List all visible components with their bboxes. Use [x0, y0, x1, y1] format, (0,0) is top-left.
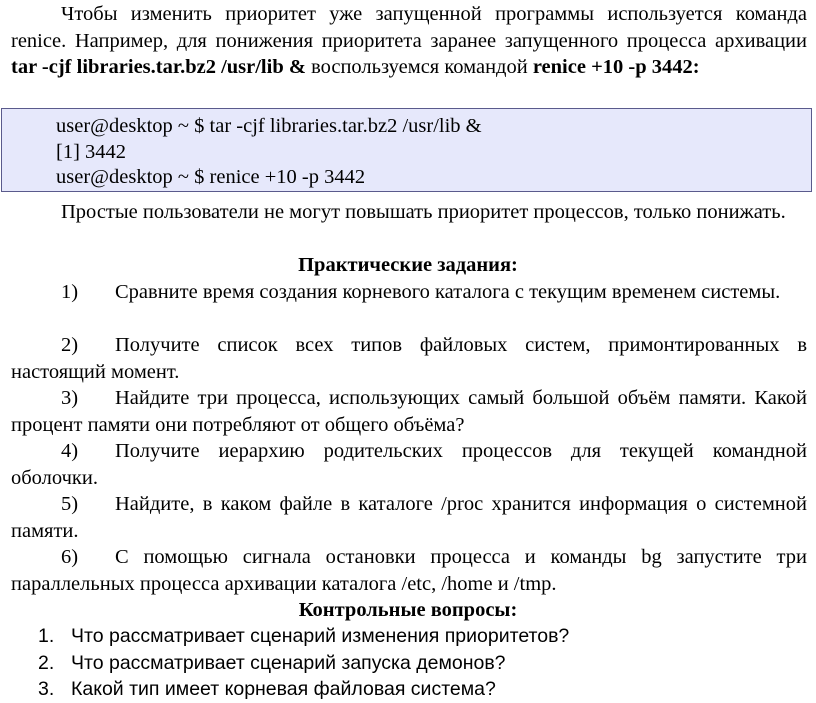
task-number: 5)	[61, 493, 79, 515]
task-number: 1)	[61, 281, 79, 303]
question-text: Что рассматривает сценарий запуска демонов?	[71, 652, 506, 674]
code-line-2: [1] 3442	[56, 141, 127, 163]
question-text: Что рассматривает сценарий изменения приоритетов?	[71, 625, 570, 647]
task-text: С помощью сигнала остановки процесса и команды bg запустите три параллельных процесса архивации каталога /etc, /home и /tmp.	[11, 546, 807, 595]
question-number: 3.	[38, 678, 55, 700]
task-item	[11, 332, 807, 385]
note-paragraph: Простые пользователи не могут повышать приоритет процессов, только понижать.	[61, 201, 786, 223]
task-item	[11, 544, 807, 597]
question-text: Какой тип имеет корневая файловая система?	[71, 678, 496, 700]
task-number: 4)	[61, 440, 79, 462]
intro-command-renice: renice +10 -p 3442:	[532, 56, 700, 78]
task-text: Найдите, в каком файле в каталоге /proc хранится информация о системной памяти.	[11, 493, 807, 542]
tasks-heading: Практические задания:	[298, 254, 518, 276]
task-item	[11, 491, 807, 544]
task-number: 3)	[61, 387, 79, 409]
intro-command-tar: tar -cjf libraries.tar.bz2 /usr/lib &	[11, 56, 306, 78]
question-number: 2.	[38, 652, 55, 674]
task-text: Получите иерархию родительских процессов для текущей командной оболочки.	[11, 440, 807, 489]
intro-paragraph	[11, 1, 807, 81]
question-item	[38, 676, 808, 703]
code-line-1: user@desktop ~ $ tar -cjf libraries.tar.bz2 /usr/lib &	[56, 115, 482, 137]
code-line-3: user@desktop ~ $ renice +10 -p 3442	[56, 166, 366, 188]
intro-text-2: воспользуемся командой	[305, 56, 533, 78]
task-item	[11, 438, 807, 491]
task-number: 6)	[61, 546, 79, 568]
task-text: Найдите три процесса, использующих самый большой объём памяти. Какой процент памяти они потребляют от общего объёма?	[11, 387, 807, 436]
task-text: Получите список всех типов файловых систем, примонтированных в настоящий момент.	[11, 334, 807, 383]
task-item	[11, 385, 807, 438]
task-number: 2)	[61, 334, 79, 356]
question-item	[38, 650, 808, 677]
task-item	[11, 279, 807, 306]
task-text: Сравните время создания корневого каталога с текущим временем системы.	[115, 281, 781, 303]
question-number: 1.	[38, 625, 55, 647]
question-item	[38, 623, 808, 650]
intro-text-1: Чтобы изменить приоритет уже запущенной программы используется команда renice. Например, для понижения приоритета заранее запущенного процесса архивации	[11, 3, 807, 52]
code-block	[1, 108, 812, 192]
questions-heading: Контрольные вопросы:	[298, 599, 518, 621]
